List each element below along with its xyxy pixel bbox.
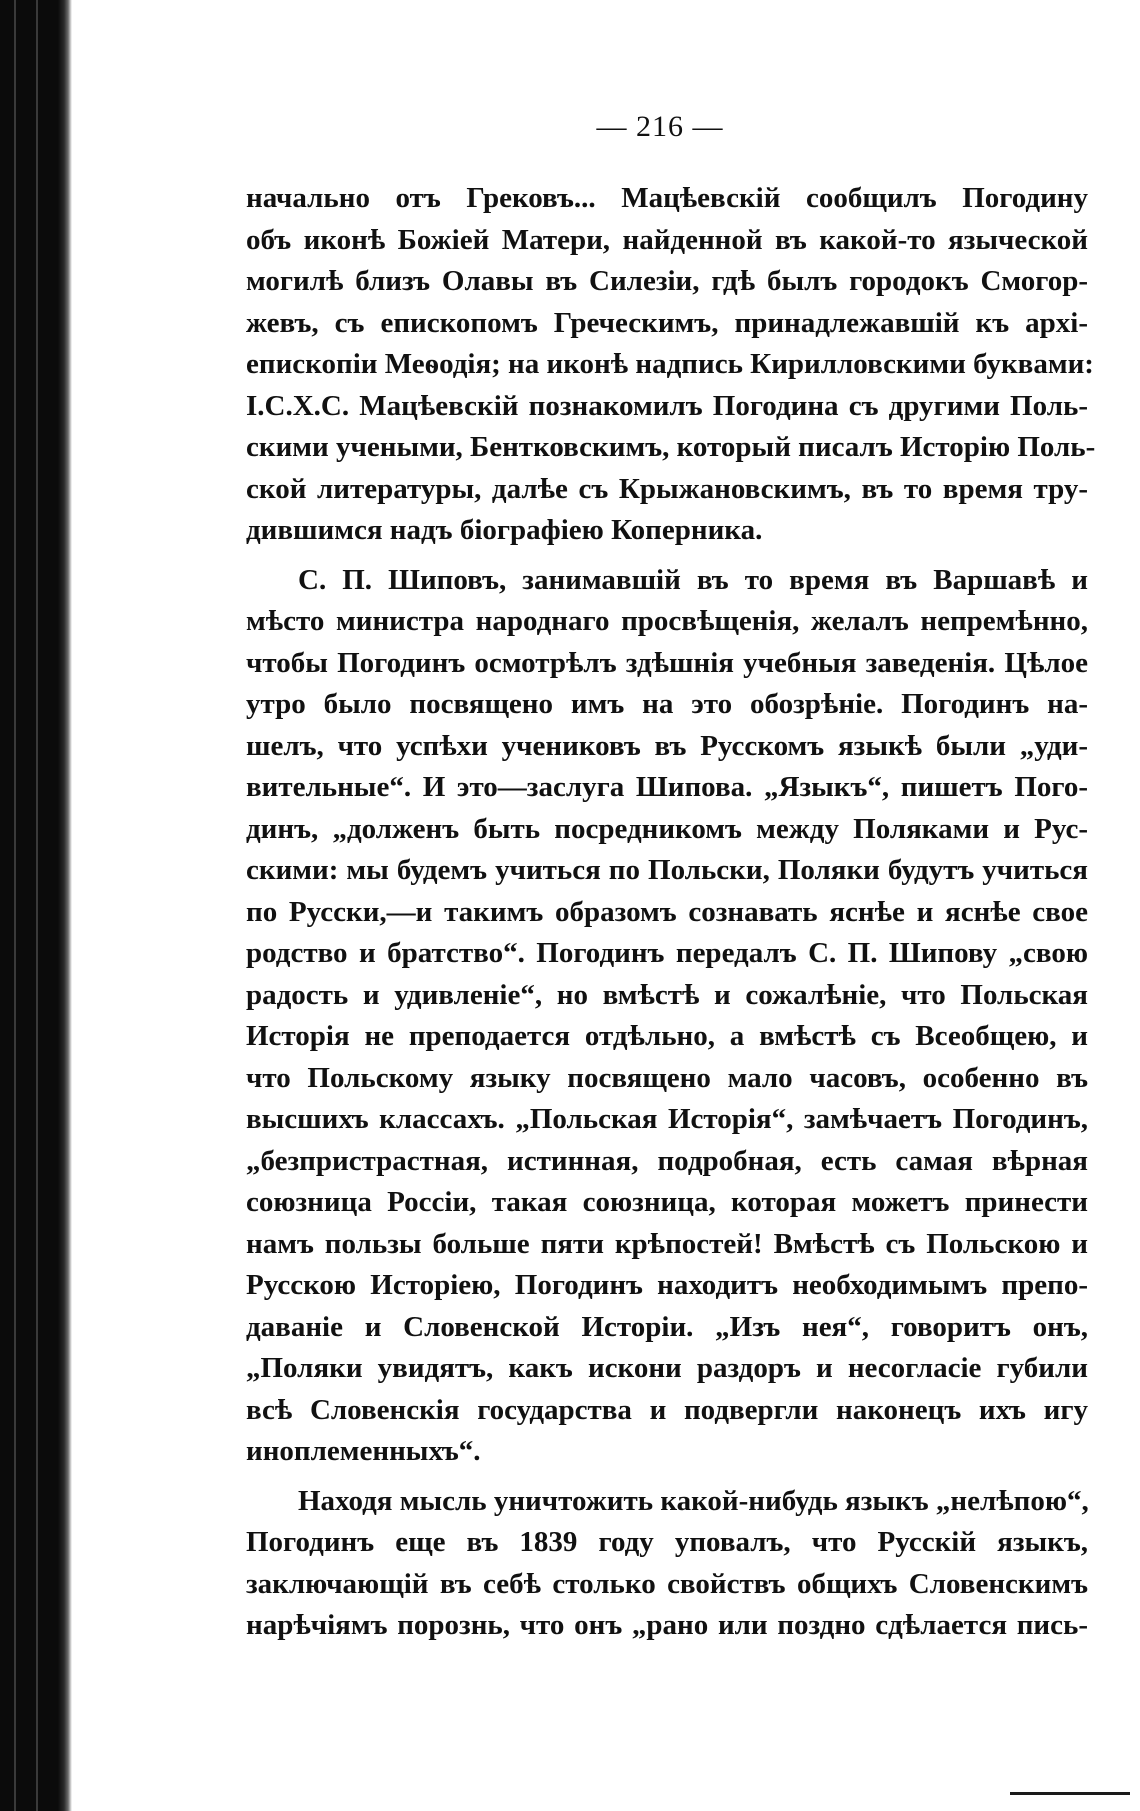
text-line: заключающій въ себѣ столько свойствъ общихъ Словенскимъ (246, 1567, 1088, 1600)
paragraph-gap (246, 552, 1088, 560)
text-line: дившимся надъ біографіею Коперника. (246, 514, 763, 546)
text-line: нарѣчіямъ порознь, что онъ „рано или поздно сдѣлается пись- (246, 1609, 1088, 1641)
text-line: Исторія не преподается отдѣльно, а вмѣстѣ съ Всеобщею, и (246, 1020, 1088, 1052)
text-line: скими учеными, Бентковскимъ, который писалъ Исторію Поль- (246, 431, 1096, 463)
text-line: Находя мысль уничтожить какой-нибудь языкъ „нелѣпою“, (298, 1484, 1089, 1517)
text-line: иноплеменныхъ“. (246, 1435, 481, 1467)
text-line: динъ, „долженъ быть посредникомъ между Поляками и Рус- (246, 812, 1088, 845)
text-line: утро было посвящено имъ на это обозрѣніе. Погодинъ на- (246, 688, 1088, 720)
text-line: „Поляки увидятъ, какъ искони раздоръ и несогласіе губили (246, 1352, 1088, 1384)
binding-shadow-streak (36, 0, 38, 1811)
text-line: даваніе и Словенской Исторіи. „Изъ нея“, говоритъ онъ, (246, 1310, 1088, 1343)
text-line: начально отъ Грековъ... Мацѣевскій сообщилъ Погодину (246, 182, 1088, 214)
text-line: объ иконѣ Божіей Матери, найденной въ какой-то языческой (246, 223, 1088, 256)
text-line: родство и братство“. Погодинъ передалъ С. П. Шипову „свою (246, 937, 1088, 969)
text-line: вительные“. И это—заслуга Шипова. „Языкъ“, пишетъ Пого- (246, 771, 1088, 803)
text-line: І.С.Х.С. Мацѣевскій познакомилъ Погодина съ другими Поль- (246, 389, 1088, 422)
paragraph-3 (246, 1481, 1088, 1647)
text-line: Погодинъ еще въ 1839 году уповалъ, что Русскій языкъ, (246, 1526, 1088, 1558)
text-line: Русскою Исторіею, Погодинъ находитъ необходимымъ препо- (246, 1269, 1088, 1301)
text-line: ской литературы, далѣе съ Крыжановскимъ, въ то время тру- (246, 472, 1088, 505)
text-line: жевъ, съ епископомъ Греческимъ, принадлежавшій къ архі- (246, 306, 1088, 339)
binding-shadow-streak (14, 0, 16, 1811)
text-line: что Польскому языку посвящено мало часовъ, особенно въ (246, 1061, 1088, 1094)
text-line: мѣсто министра народнаго просвѣщенія, желалъ непремѣнно, (246, 605, 1088, 637)
text-line: союзница Россіи, такая союзница, которая можетъ принести (246, 1186, 1088, 1218)
text-line: по Русски,—и такимъ образомъ сознавать яснѣе и яснѣе свое (246, 895, 1088, 928)
page-body (246, 178, 1096, 1647)
text-line: всѣ Словенскія государства и подвергли наконецъ ихъ игу (246, 1393, 1088, 1426)
paragraph-1 (246, 178, 1096, 552)
text-line: радость и удивленіе“, но вмѣстѣ и сожалѣніе, что Польская (246, 978, 1088, 1011)
text-line: могилѣ близъ Олавы въ Силезіи, гдѣ былъ городокъ Смогор- (246, 265, 1088, 297)
text-line: чтобы Погодинъ осмотрѣлъ здѣшнія учебныя заведенія. Цѣлое (246, 646, 1088, 679)
paragraph-gap (246, 1473, 1088, 1481)
page-number: — 216 — (596, 110, 724, 143)
text-line: С. П. Шиповъ, занимавшій въ то время въ Варшавѣ и (298, 563, 1088, 596)
text-line: намъ пользы больше пяти крѣпостей! Вмѣстѣ съ Польскою и (246, 1227, 1088, 1260)
text-line: епископіи Меѳодія; на иконѣ надпись Кирилловскими буквами: (246, 348, 1094, 380)
text-line: скими: мы будемъ учиться по Польски, Поляки будутъ учиться (246, 854, 1088, 886)
text-line: шелъ, что успѣхи учениковъ въ Русскомъ языкѣ были „уди- (246, 729, 1088, 762)
footer-rule (1010, 1792, 1130, 1795)
text-line: „безпристрастная, истинная, подробная, есть самая вѣрная (246, 1144, 1088, 1177)
text-line: высшихъ классахъ. „Польская Исторія“, замѣчаетъ Погодинъ, (246, 1103, 1088, 1135)
paragraph-2 (246, 560, 1088, 1473)
